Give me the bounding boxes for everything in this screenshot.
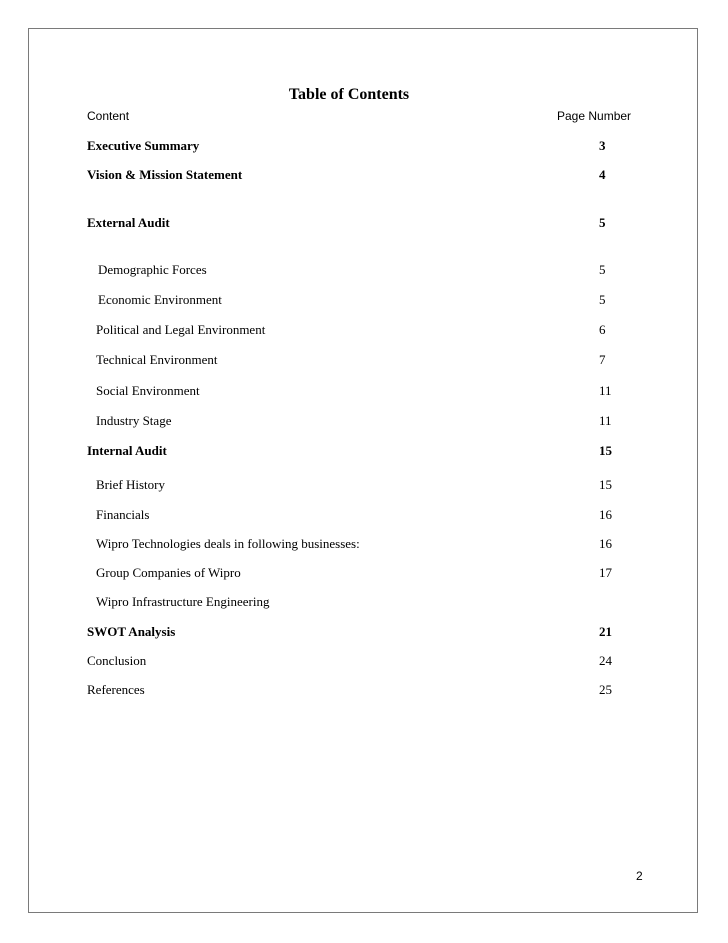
toc-entry-page: 5 xyxy=(599,262,606,277)
toc-entry xyxy=(87,593,627,611)
toc-entry-page: 25 xyxy=(599,682,612,697)
toc-entry xyxy=(87,652,627,670)
toc-title-text: Table of Contents xyxy=(288,86,410,103)
toc-entry-page: 11 xyxy=(599,413,612,428)
header-page-number: Page Number xyxy=(557,109,632,123)
toc-entry-page: 11 xyxy=(599,383,612,398)
toc-entry-page: 7 xyxy=(599,352,606,367)
toc-entry xyxy=(87,291,627,309)
toc-entry xyxy=(87,166,627,184)
toc-entry-label: Demographic Forces xyxy=(98,262,207,277)
toc-entry xyxy=(87,351,627,369)
toc-entry-label: Wipro Infrastructure Engineering xyxy=(96,594,270,609)
toc-entry-page: 15 xyxy=(599,477,612,492)
toc-entry-label: Industry Stage xyxy=(96,413,172,428)
toc-entry xyxy=(87,321,627,339)
toc-entry-label: References xyxy=(87,682,145,697)
page-border xyxy=(28,28,698,913)
toc-entry-label: Economic Environment xyxy=(98,292,222,307)
toc-entry-page: 16 xyxy=(599,507,612,522)
toc-entry xyxy=(87,681,627,699)
toc-entry xyxy=(87,564,627,582)
toc-entry xyxy=(87,137,627,155)
toc-entry-label: SWOT Analysis xyxy=(87,624,176,639)
toc-entry xyxy=(87,442,627,460)
toc-entry-page: 4 xyxy=(599,167,606,182)
toc-entry-label: Political and Legal Environment xyxy=(96,322,266,337)
toc-entry-label: Group Companies of Wipro xyxy=(96,565,241,580)
toc-entry-page: 24 xyxy=(599,653,612,668)
toc-header-row xyxy=(87,109,634,125)
page-number: 2 xyxy=(636,869,643,883)
toc-entry-label: Executive Summary xyxy=(87,138,200,153)
toc-entry-page: 17 xyxy=(599,565,612,580)
header-content: Content xyxy=(87,109,130,123)
toc-entry xyxy=(87,506,627,524)
toc-entry xyxy=(87,214,627,232)
toc-entry xyxy=(87,382,627,400)
toc-entry-page: 6 xyxy=(599,322,606,337)
toc-entry xyxy=(87,412,627,430)
toc-entry-page: 3 xyxy=(599,138,606,153)
toc-entry-page: 15 xyxy=(599,443,612,458)
toc-entry-label: Wipro Technologies deals in following businesses: xyxy=(96,536,360,551)
toc-entry xyxy=(87,261,627,279)
toc-title xyxy=(0,86,728,104)
toc-entry-label: Technical Environment xyxy=(96,352,218,367)
toc-entry xyxy=(87,476,627,494)
toc-entry-page: 5 xyxy=(599,292,606,307)
toc-entry-label: Brief History xyxy=(96,477,165,492)
toc-entry-page: 21 xyxy=(599,624,612,639)
toc-entry xyxy=(87,623,627,641)
toc-entry-label: External Audit xyxy=(87,215,170,230)
toc-entry-label: Conclusion xyxy=(87,653,147,668)
toc-entry-page: 5 xyxy=(599,215,606,230)
toc-entry-label: Internal Audit xyxy=(87,443,167,458)
toc-entry-label: Financials xyxy=(96,507,150,522)
toc-entry-label: Vision & Mission Statement xyxy=(87,167,243,182)
toc-entry-page: 16 xyxy=(599,536,612,551)
toc-entry-label: Social Environment xyxy=(96,383,200,398)
toc-entry xyxy=(87,535,627,553)
